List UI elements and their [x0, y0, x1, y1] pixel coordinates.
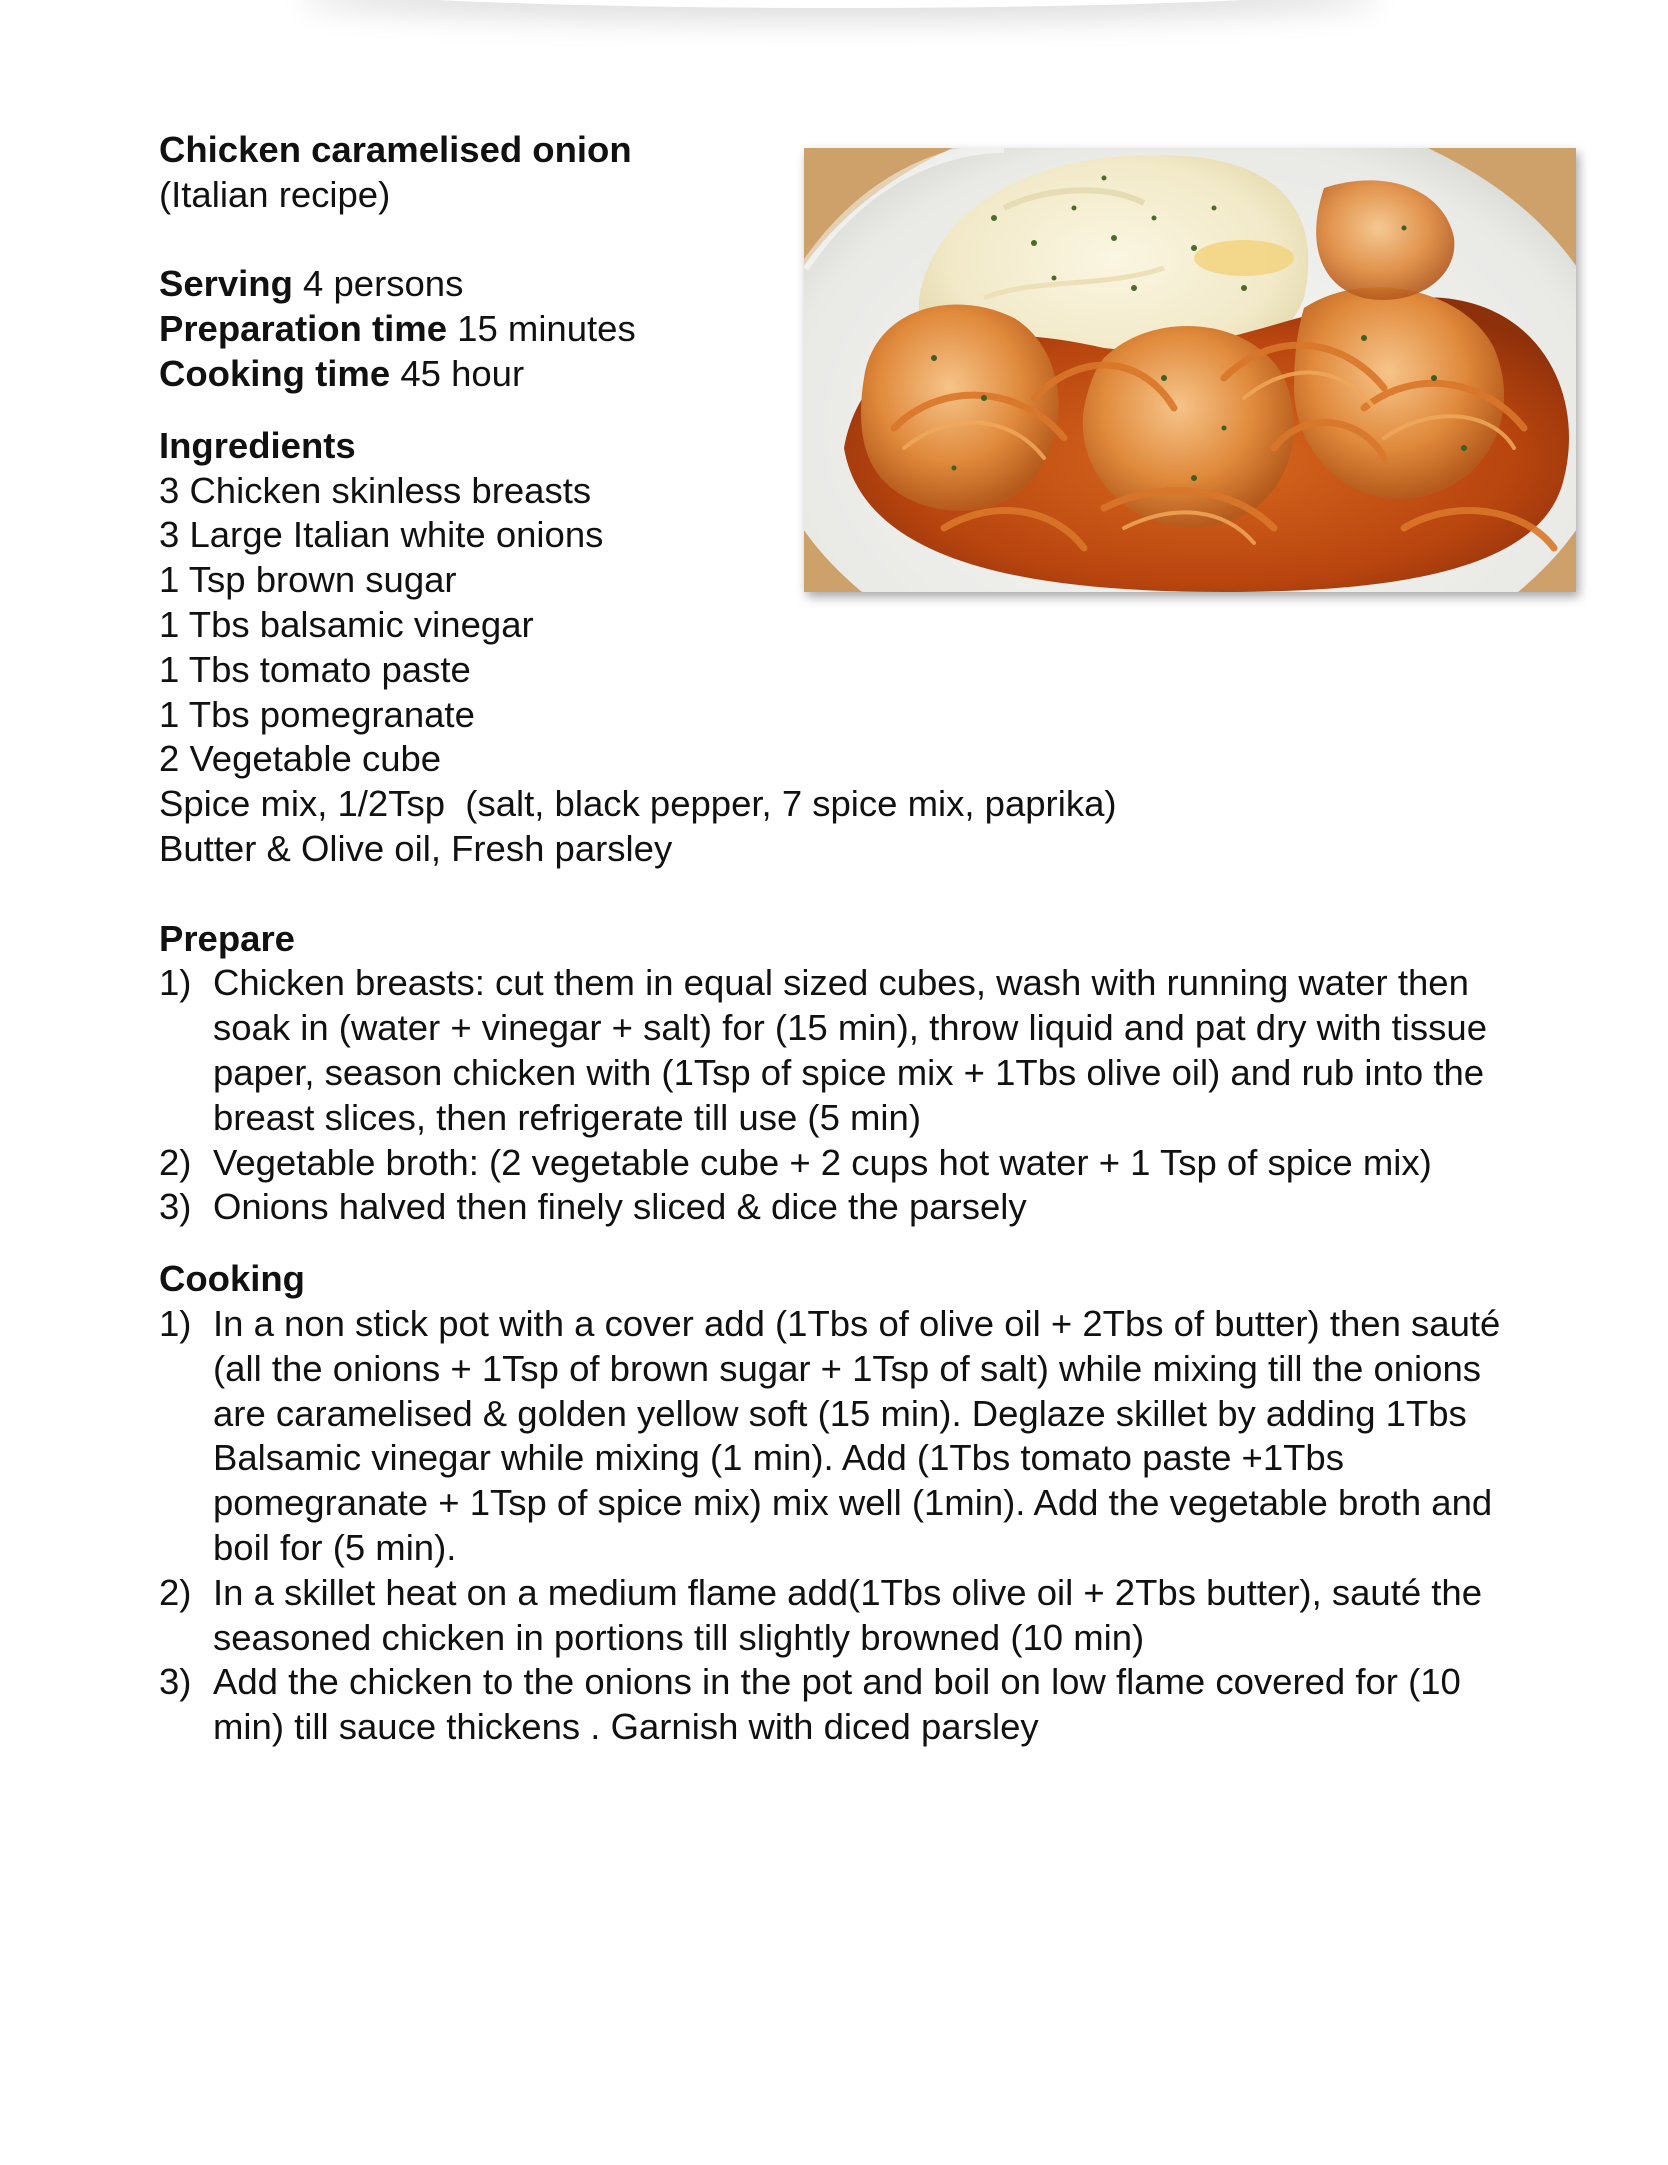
cooking-step [159, 1302, 1519, 1571]
cook-time-label: Cooking time [159, 352, 391, 394]
prep-time-label: Preparation time [159, 308, 448, 350]
page-top-shadow [300, 0, 1380, 8]
prep-time-value: 15 minutes [447, 308, 636, 350]
step-number: 3) [159, 1186, 192, 1228]
ingredient-item: Butter & Olive oil, Fresh parsley [159, 827, 673, 869]
ingredient-item: 3 Large Italian white onions [159, 514, 604, 556]
serving-label: Serving [159, 263, 293, 305]
step-text: In a skillet heat on a medium flame add(1Tbs olive oil + 2Tbs butter), sauté the seasoned chicken in portions till slightly browned (10 min) [213, 1571, 1483, 1658]
step-number: 1) [159, 962, 192, 1004]
step-number: 3) [159, 1661, 192, 1703]
recipe-title: Chicken caramelised onion [159, 129, 632, 170]
dish-illustration [804, 148, 1576, 592]
prepare-step [159, 961, 1519, 1140]
ingredient-item: 1 Tbs tomato paste [159, 648, 471, 690]
ingredient-item: 2 Vegetable cube [159, 738, 442, 780]
step-text: Add the chicken to the onions in the pot and boil on low flame covered for (10 min) till sauce thickens . Garnish with diced parsley [213, 1661, 1461, 1748]
step-number: 2) [159, 1571, 192, 1613]
ingredient-item: Spice mix, 1/2Tsp (salt, black pepper, 7 spice mix, paprika) [159, 783, 1117, 825]
ingredient-item: 1 Tbs balsamic vinegar [159, 603, 534, 645]
ingredient-item: 1 Tsp brown sugar [159, 559, 457, 601]
step-number: 2) [159, 1141, 192, 1183]
cook-time-value: 45 hour [390, 352, 525, 394]
cooking-step [159, 1571, 1519, 1661]
prepare-heading: Prepare [159, 917, 295, 959]
ingredient-item: 3 Chicken skinless breasts [159, 469, 592, 511]
spacer [159, 1230, 1519, 1257]
cooking-step [159, 1660, 1519, 1750]
prepare-step [159, 1141, 1519, 1186]
spacer [159, 872, 1519, 917]
recipe-subtitle: (Italian recipe) [159, 173, 391, 215]
prepare-step [159, 1185, 1519, 1230]
cooking-heading: Cooking [159, 1258, 305, 1300]
step-number: 1) [159, 1302, 192, 1344]
step-text: Onions halved then finely sliced & dice the parsely [213, 1186, 1027, 1228]
step-text: In a non stick pot with a cover add (1Tbs of olive oil + 2Tbs of butter) then sauté (all the onions + 1Tsp of brown sugar + 1Tsp of salt) while mixing till the onions are caramelised & golden yellow soft (15 min). Deglaze skillet by adding 1Tbs Balsamic vinegar while mixing (1 min). Add (1Tbs tomato paste +1Tbs pomegranate + 1Tsp of spice mix) mix well (1min). Add the vegetable broth and boil for (5 min). [213, 1302, 1501, 1568]
prepare-steps [159, 961, 1519, 1230]
ingredients-heading: Ingredients [159, 424, 356, 466]
serving-value: 4 persons [292, 263, 464, 305]
step-text: Vegetable broth: (2 vegetable cube + 2 cups hot water + 1 Tsp of spice mix) [213, 1141, 1432, 1183]
cooking-steps [159, 1302, 1519, 1750]
dish-photo [804, 148, 1576, 592]
ingredient-item: 1 Tbs pomegranate [159, 693, 475, 735]
step-text: Chicken breasts: cut them in equal sized cubes, wash with running water then soak in (water + vinegar + salt) for (15 min), throw liquid and pat dry with tissue paper, season chicken with (1Tsp of spice mix + 1Tbs olive oil) and rub into the breast slices, then refrigerate till use (5 min) [213, 962, 1488, 1138]
